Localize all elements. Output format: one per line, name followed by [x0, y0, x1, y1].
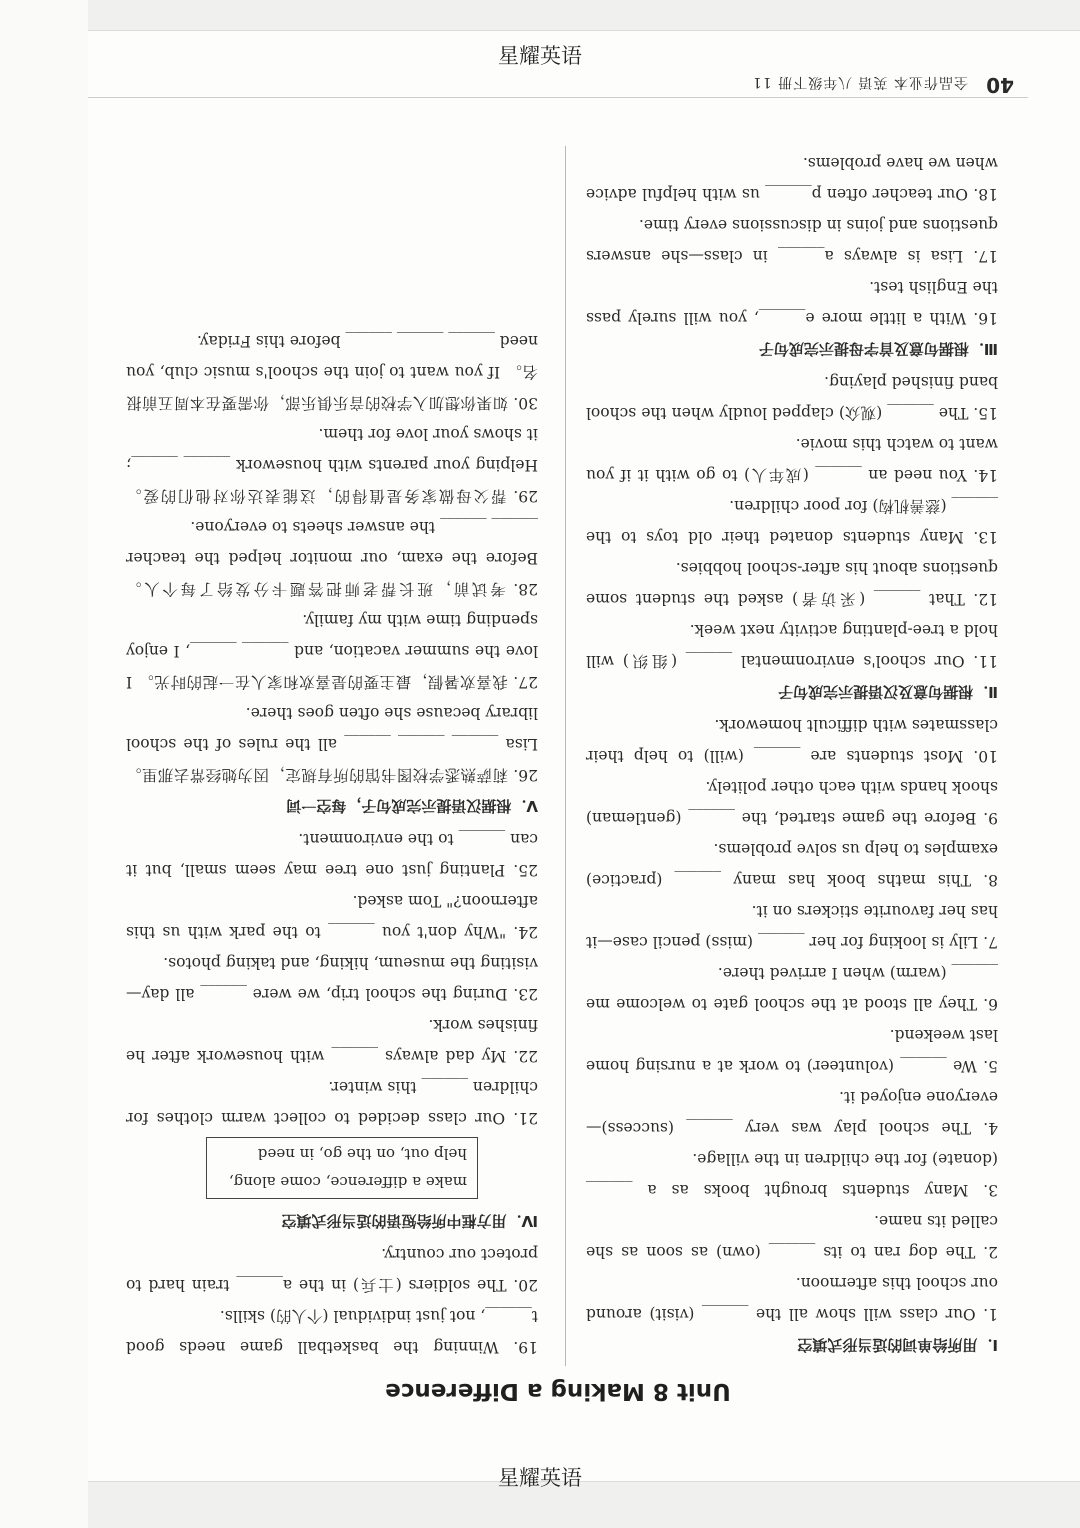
watermark-bottom: 星耀英语: [498, 1466, 582, 1490]
question-13: 13. Many students donated their old toys to the ______ (慈善机构) for poor children.: [586, 497, 998, 546]
section-heading-5: Ⅴ．根据汉语提示完成句子，每空一词: [286, 797, 538, 815]
question-30: 30. 如果你想加入学校的音乐俱乐部，你需要在本周五前报名。 If you want to join the school's music club, you need ______ ______ ______ before this Friday.: [126, 332, 538, 412]
left-column: [586, 147, 998, 1362]
question-17: 17. Lisa is always a______ in class—she answers questions and joins in discussions every time.: [586, 216, 998, 265]
question-23: 23. During the school trip, we were ______ all day—visiting the museum, hiking, and taking photos.: [126, 954, 538, 1003]
phrase-box-line-1: make a difference, come along,: [228, 1173, 467, 1191]
watermark-top: 星耀英语: [498, 44, 582, 68]
question-25: 25. Planting just one tree may seem small, but it can ______ to the environment.: [126, 830, 538, 879]
question-2: 2. The dog ran to its ______ (own) as soon as she called its name.: [586, 1212, 998, 1261]
page-number: 40: [986, 73, 1014, 97]
unit-title: Unit 8 Making a Difference: [385, 1378, 731, 1404]
question-18: 18. Our teacher often p______ us with helpful advice when we have problems.: [586, 154, 998, 203]
column-divider: [565, 146, 566, 1366]
question-14: 14. You need an ______ (成年人) to go with it if you want to watch this movie.: [586, 435, 998, 484]
upside-down-worksheet: [88, 74, 1028, 1454]
question-12: 12. That ______ (采访者) asked the student some questions about his after-school hobbies.: [586, 559, 998, 608]
question-20: 20. The soldiers (士兵) in the a______ train hard to protect our country.: [126, 1245, 538, 1294]
question-22: 22. My dad always ______ with housework after he finishes work.: [126, 1016, 538, 1065]
question-16: 16. With a little more e______, you will surely pass the English test.: [586, 278, 998, 327]
phrase-box-line-2: help out, on the go, in need: [257, 1145, 467, 1163]
section-heading-3: Ⅲ．根据句意及首字母提示完成句子: [758, 340, 998, 358]
question-27: 27. 我喜欢暑假，最主要的是喜欢和家人在一起的时光。 I love the summer vacation, and ______ ______, I enjoy spending time with my family.: [126, 611, 538, 691]
question-4: 4. The school play was very ______ (success)—everyone enjoyed it.: [586, 1088, 998, 1137]
right-column: [126, 325, 538, 1362]
scan-margin: [0, 0, 88, 1528]
question-5: 5. We ______ (volunteer) to work at a nursing home last weekend.: [586, 1026, 998, 1075]
page-footer: [88, 71, 1028, 98]
scan-edge-top: [88, 0, 1080, 31]
question-1: 1. Our class will show all the ______ (visit) around our school this afternoon.: [586, 1274, 998, 1323]
question-6: 6. They all stood at the school gate to welcome me ______ (warm) when I arrived there.: [586, 964, 998, 1013]
question-26: 26. 莉萨熟悉学校图书馆的所有规定，因为她经常去那里。 Lisa ______ ______ ______ all the rules of the school library because she often goes there.: [126, 704, 538, 784]
question-24: 24. "Why don't you ______ to the park with us this afternoon?" Tom asked.: [126, 892, 538, 941]
question-19: 19. Winning the basketball game needs good t______, not just individual (个人的) skills.: [126, 1307, 538, 1356]
question-29: 29. 帮父母做家务是值得的，这能表达你对他们的爱。 Helping your parents with housework ______ ______; it shows your love for them.: [126, 425, 538, 505]
book-info: 全品作业本 英语 八年级下册 11: [751, 74, 968, 90]
question-3: 3. Many students brought books as a ______ (donate) for the children in the village.: [586, 1150, 998, 1199]
section-heading-4: Ⅳ．用方框中所给短语的适当形式填空: [281, 1212, 538, 1230]
question-8: 8. This maths book has many ______ (practice) examples to help us solve problems.: [586, 840, 998, 889]
question-7: 7. Lily is looking for her ______ (miss) pencil case—it has her favourite stickers on it.: [586, 902, 998, 951]
question-9: 9. Before the game started, the ______ (gentleman) shook hands with each other politely.: [586, 778, 998, 827]
question-10: 10. Most students are ______ (will) to help their classmates with difficult homework.: [586, 716, 998, 765]
phrase-box: [206, 1137, 478, 1199]
question-15: 15. The ______ (观众) clapped loudly when the school band finished playing.: [586, 373, 998, 422]
question-21: 21. Our class decided to collect warm clothes for children ______ this winter.: [126, 1078, 538, 1127]
section-heading-1: Ⅰ．用所给单词的适当形式填空: [797, 1336, 998, 1354]
question-11: 11. Our school's environmental ______ (组织) will hold a tree-planting activity next week.: [586, 621, 998, 670]
question-28: 28. 考试前，班长帮老师把答题卡分发给了每个人。 Before the exam, our monitor helped the teacher ______ ______ the answer sheets to everyone.: [126, 518, 538, 598]
section-heading-2: Ⅱ．根据句意及汉语提示完成句子: [778, 683, 998, 701]
